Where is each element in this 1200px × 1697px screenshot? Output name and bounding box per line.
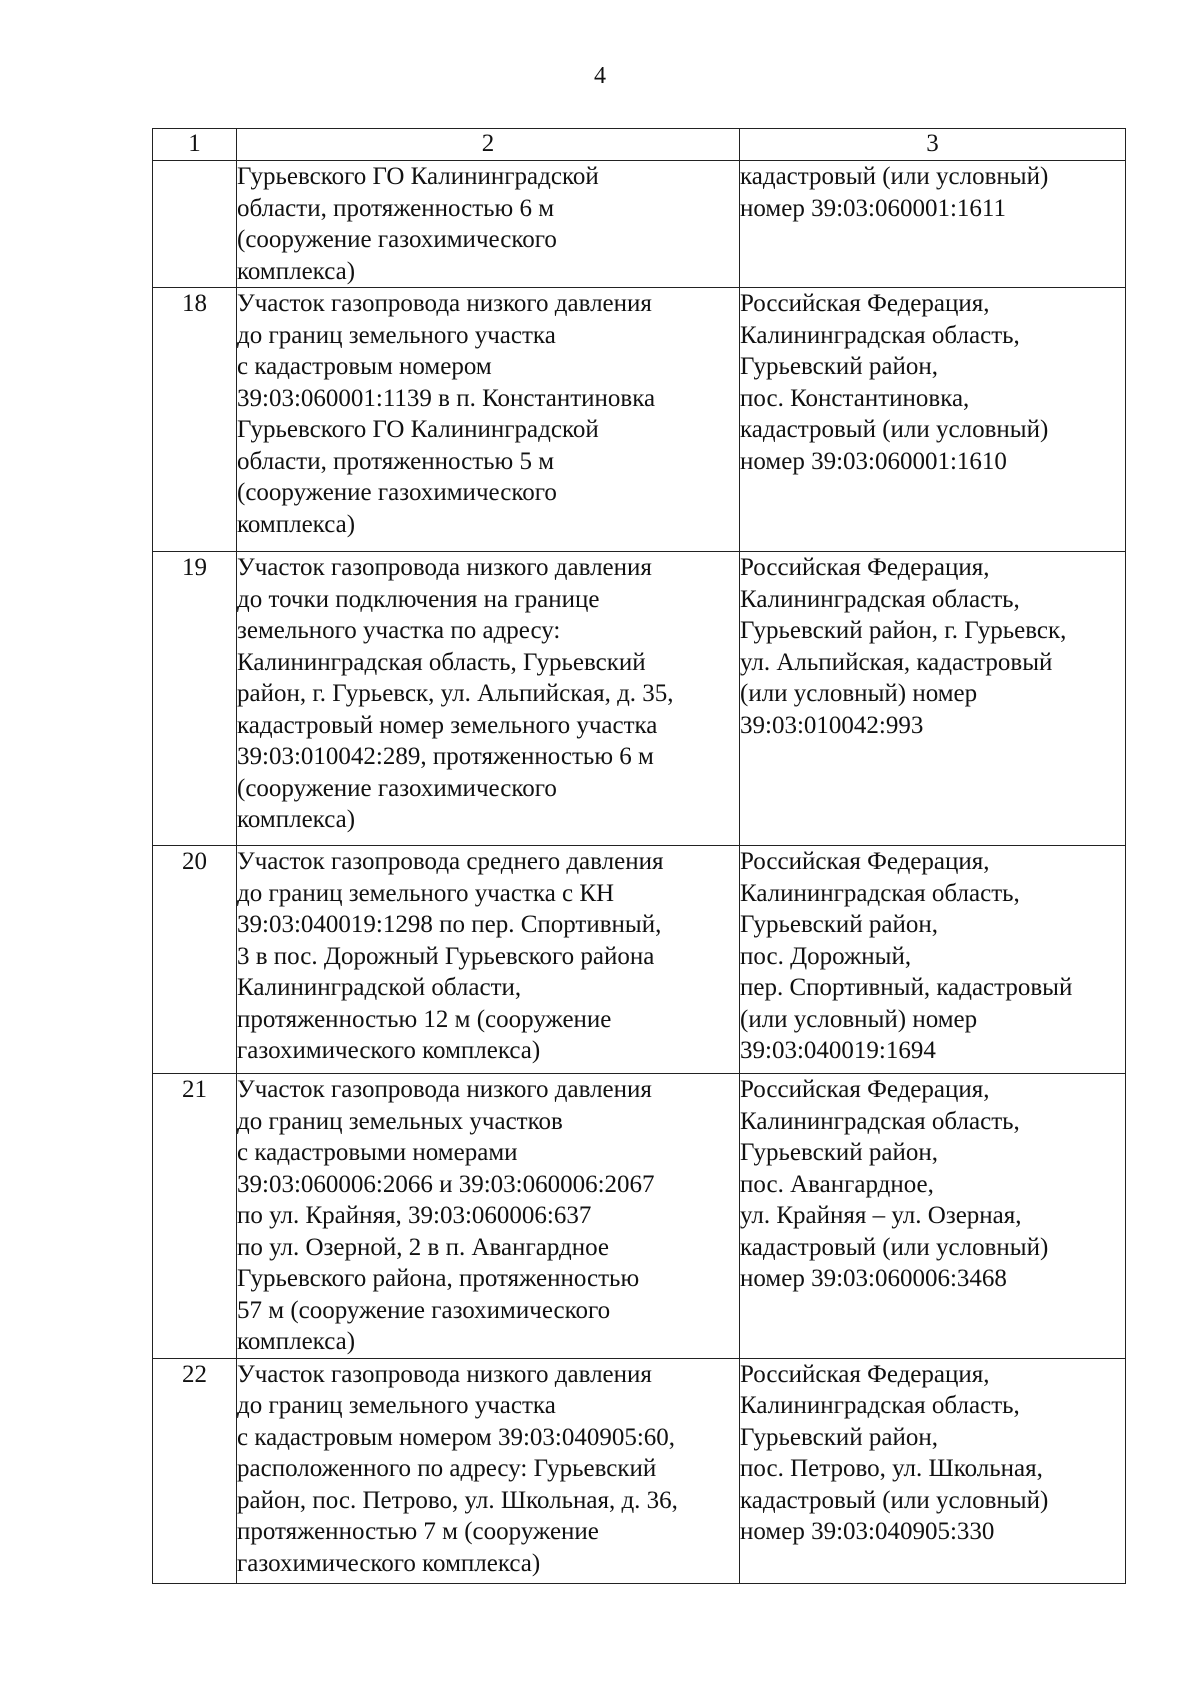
row-description: Участок газопровода низкого давления до границ земельного участка с кадастровым номером 39:03:040905:60, расположенного по адресу: Гурьевский район, пос. Петрово, ул. Школьная, д. 36, протяженностью 7 м (сооружение газохимического комплекса): [237, 1358, 740, 1583]
row-number: 22: [153, 1358, 237, 1583]
row-description: Участок газопровода среднего давления до границ земельного участка с КН 39:03:040019:1298 по пер. Спортивный, 3 в пос. Дорожный Гурьевского района Калининградской области, протяженностью 12 м (сооружение газохимического комплекса): [237, 846, 740, 1074]
row-location: Российская Федерация, Калининградская область, Гурьевский район, пос. Авангардное, ул. Крайняя – ул. Озерная, кадастровый (или условный) номер 39:03:060006:3468: [740, 1074, 1126, 1359]
row-location: Российская Федерация, Калининградская область, Гурьевский район, пос. Петрово, ул. Школьная, кадастровый (или условный) номер 39:03:040905:330: [740, 1358, 1126, 1583]
table-row: [153, 288, 1126, 552]
column-header-description: 2: [237, 129, 740, 161]
column-header-number: 1: [153, 129, 237, 161]
row-description: Гурьевского ГО Калининградской области, протяженностью 6 м (сооружение газохимического комплекса): [237, 161, 740, 288]
table-row: [153, 161, 1126, 288]
table-row: [153, 846, 1126, 1074]
row-location: Российская Федерация, Калининградская область, Гурьевский район, пос. Константиновка, кадастровый (или условный) номер 39:03:060001:1610: [740, 288, 1126, 552]
row-description: Участок газопровода низкого давления до границ земельных участков с кадастровыми номерами 39:03:060006:2066 и 39:03:060006:2067 по ул. Крайняя, 39:03:060006:637 по ул. Озерной, 2 в п. Авангардное Гурьевского района, протяженностью 57 м (сооружение газохимического комплекса): [237, 1074, 740, 1359]
page-number: 4: [594, 63, 606, 89]
table-header-row: [153, 129, 1126, 161]
table-row: [153, 1074, 1126, 1359]
row-description: Участок газопровода низкого давления до границ земельного участка с кадастровым номером 39:03:060001:1139 в п. Константиновка Гурьевского ГО Калининградской области, протяженностью 5 м (сооружение газохимического комплекса): [237, 288, 740, 552]
row-number: 20: [153, 846, 237, 1074]
row-description: Участок газопровода низкого давления до точки подключения на границе земельного участка по адресу: Калининградская область, Гурьевский район, г. Гурьевск, ул. Альпийская, д. 35, кадастровый номер земельного участка 39:03:010042:289, протяженностью 6 м (сооружение газохимического комплекса): [237, 552, 740, 846]
table-row: [153, 552, 1126, 846]
row-number: [153, 161, 237, 288]
row-location: Российская Федерация, Калининградская область, Гурьевский район, г. Гурьевск, ул. Альпийская, кадастровый (или условный) номер 39:03:010042:993: [740, 552, 1126, 846]
row-number: 18: [153, 288, 237, 552]
row-location: Российская Федерация, Калининградская область, Гурьевский район, пос. Дорожный, пер. Спортивный, кадастровый (или условный) номер 39:03:040019:1694: [740, 846, 1126, 1074]
row-location: кадастровый (или условный) номер 39:03:060001:1611: [740, 161, 1126, 288]
row-number: 19: [153, 552, 237, 846]
table-row: [153, 1358, 1126, 1583]
column-header-location: 3: [740, 129, 1126, 161]
row-number: 21: [153, 1074, 237, 1359]
objects-table: [152, 128, 1126, 1584]
